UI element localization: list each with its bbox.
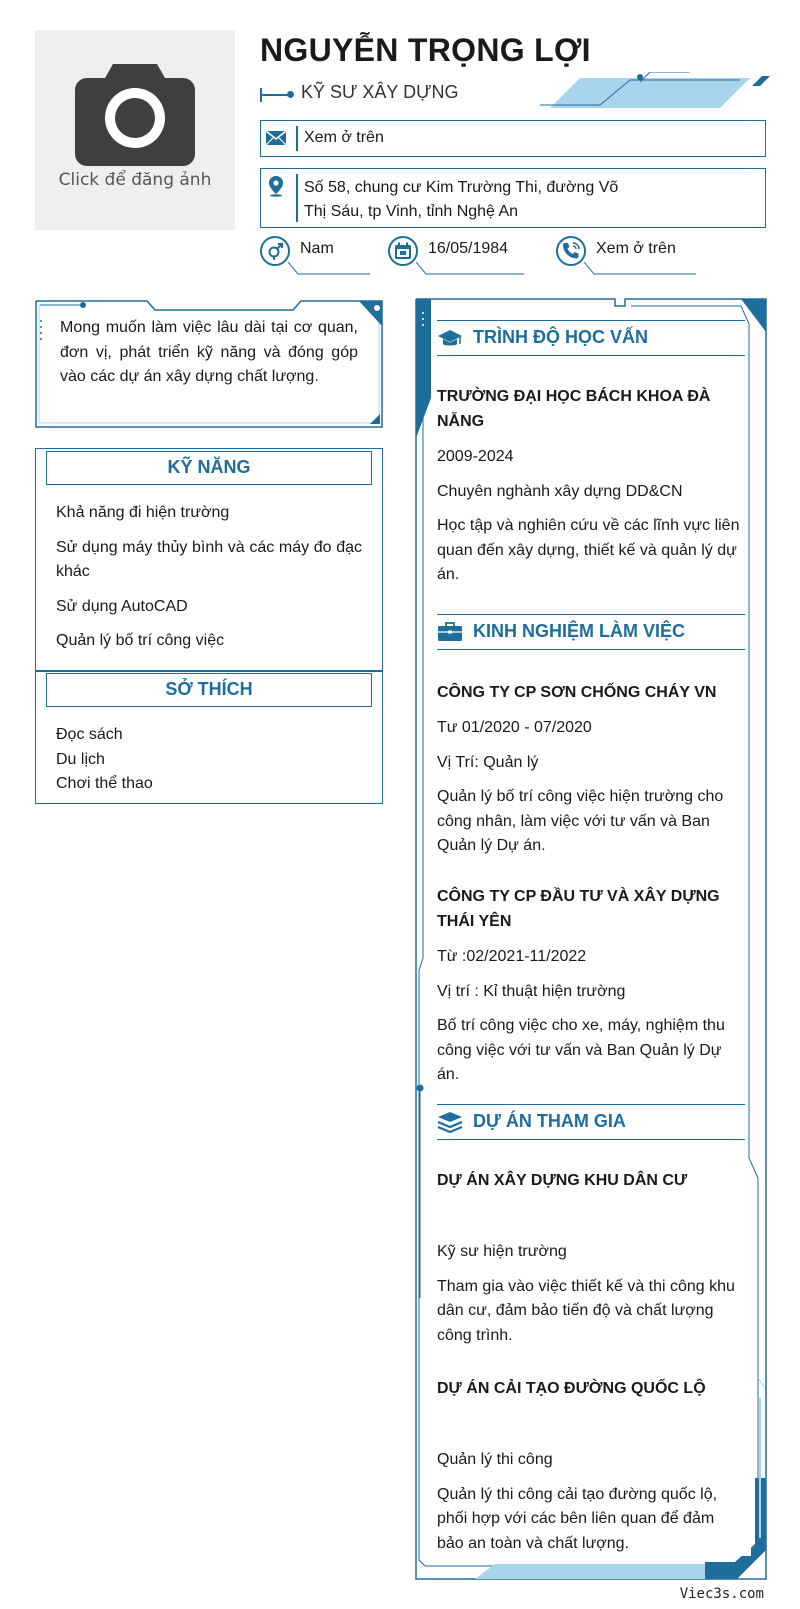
experience-title: KINH NGHIỆM LÀM VIỆC bbox=[473, 621, 686, 641]
address-value[interactable] bbox=[304, 176, 618, 224]
gender-icon bbox=[266, 242, 284, 260]
education-major: Chuyên nghành xây dựng DD&CN bbox=[437, 482, 683, 500]
photo-placeholder[interactable] bbox=[35, 30, 235, 230]
title-decor-line bbox=[260, 94, 290, 96]
experience-entry-2 bbox=[437, 884, 745, 1098]
project-spacer bbox=[437, 1204, 745, 1240]
job-description: Bố trí công việc cho xe, máy, nghiệm thu công việc với tư vấn và Ban Quản lý Dự án. bbox=[437, 1017, 725, 1083]
briefcase-icon bbox=[437, 621, 463, 643]
job-period: Tư 01/2020 - 07/2020 bbox=[437, 719, 592, 736]
project-spacer bbox=[437, 1412, 745, 1448]
location-pin-icon bbox=[265, 175, 287, 197]
skills-section bbox=[35, 448, 383, 672]
skills-title: KỸ NĂNG bbox=[46, 451, 372, 485]
layers-icon bbox=[437, 1111, 463, 1133]
projects-title: DỰ ÁN THAM GIA bbox=[473, 1111, 626, 1131]
education-title: TRÌNH ĐỘ HỌC VẤN bbox=[473, 327, 648, 347]
company-name: CÔNG TY CP SƠN CHỐNG CHÁY VN bbox=[437, 684, 717, 701]
skills-list bbox=[56, 501, 362, 664]
job-position: Vị Trí: Quản lý bbox=[437, 753, 539, 771]
candidate-name: NGUYỄN TRỌNG LỢI bbox=[260, 32, 591, 68]
project-name: DỰ ÁN CẢI TẠO ĐƯỜNG QUỐC LỘ bbox=[437, 1380, 706, 1397]
email-separator bbox=[296, 126, 298, 151]
skill-item: Sử dụng AutoCAD bbox=[56, 597, 188, 615]
birthday-value: 16/05/1984 bbox=[428, 240, 509, 257]
title-decor-dot bbox=[287, 91, 294, 98]
address-separator bbox=[296, 174, 298, 222]
email-value[interactable]: Xem ở trên bbox=[304, 129, 384, 146]
gender-icon-circle bbox=[260, 236, 290, 266]
phone-value[interactable]: Xem ở trên bbox=[596, 240, 676, 257]
objective-text: Mong muốn làm việc lâu dài tại cơ quan, đơn vị, phát triển kỹ năng và đóng góp vào các dự án xây dựng chất lượng. bbox=[60, 319, 358, 385]
skill-item: Sử dụng máy thủy bình và các máy đo đạc khác bbox=[56, 538, 362, 580]
birthday-info bbox=[388, 236, 523, 276]
calendar-icon bbox=[394, 242, 412, 260]
birthday-icon-circle bbox=[388, 236, 418, 266]
email-box bbox=[260, 120, 766, 157]
project-description: Tham gia vào việc thiết kế và thi công khu dân cư, đảm bảo tiến độ và chất lượng công trình. bbox=[437, 1277, 735, 1344]
education-header bbox=[437, 320, 745, 356]
projects-header bbox=[437, 1104, 745, 1140]
phone-icon bbox=[562, 242, 580, 260]
graduation-cap-icon bbox=[437, 327, 463, 349]
company-name: CÔNG TY CP ĐẦU TƯ VÀ XÂY DỰNG THÁI YÊN bbox=[437, 888, 720, 930]
project-description: Quản lý thi công cải tạo đường quốc lộ, phối hợp với các bên liên quan để đảm bảo an toàn và chất lượng. bbox=[437, 1485, 718, 1552]
header-decoration bbox=[540, 72, 770, 114]
photo-caption: Click để đăng ảnh bbox=[58, 170, 212, 190]
job-period: Từ :02/2021-11/2022 bbox=[437, 948, 587, 965]
hobbies-section bbox=[35, 670, 383, 804]
school-name: TRƯỜNG ĐẠI HỌC BÁCH KHOA ĐÀ NẴNG bbox=[437, 388, 711, 430]
camera-icon bbox=[75, 58, 195, 166]
education-period: 2009-2024 bbox=[437, 448, 514, 465]
birthday-underline bbox=[416, 262, 524, 276]
skill-item: Khả năng đi hiện trường bbox=[56, 504, 230, 521]
project-name: DỰ ÁN XÂY DỰNG KHU DÂN CƯ bbox=[437, 1172, 688, 1189]
envelope-icon bbox=[265, 127, 287, 149]
project-entry-1 bbox=[437, 1168, 745, 1358]
address-box bbox=[260, 168, 766, 228]
project-role: Quản lý thi công bbox=[437, 1451, 553, 1468]
phone-underline bbox=[584, 262, 696, 276]
job-position: Vị trí : Kỉ thuật hiện trường bbox=[437, 982, 626, 1000]
hobby-item: Chơi thể thao bbox=[56, 775, 153, 792]
gender-info bbox=[260, 236, 370, 276]
watermark: Viec3s.com bbox=[679, 1586, 764, 1602]
hobby-item: Đọc sách bbox=[56, 726, 123, 743]
project-entry-2 bbox=[437, 1376, 745, 1566]
address-line-1: Số 58, chung cư Kim Trường Thi, đường Võ bbox=[304, 179, 619, 196]
job-title: KỸ SƯ XÂY DỰNG bbox=[301, 82, 459, 102]
experience-header bbox=[437, 614, 745, 650]
experience-entry-1 bbox=[437, 680, 745, 869]
hobby-item: Du lịch bbox=[56, 750, 105, 768]
gender-underline bbox=[288, 262, 370, 276]
hobbies-list bbox=[56, 723, 362, 797]
hobbies-title: SỞ THÍCH bbox=[46, 673, 372, 707]
address-line-2: Thị Sáu, tp Vinh, tỉnh Nghệ An bbox=[304, 203, 519, 220]
phone-info bbox=[556, 236, 696, 276]
education-entry bbox=[437, 384, 745, 598]
gender-value: Nam bbox=[300, 240, 334, 257]
education-description: Học tập và nghiên cứu về các lĩnh vực liên quan đến xây dựng, thiết kế và quản lý dự án. bbox=[437, 517, 740, 583]
career-objective bbox=[35, 300, 383, 428]
skill-item: Quản lý bố trí công việc bbox=[56, 632, 225, 649]
phone-icon-circle bbox=[556, 236, 586, 266]
project-role: Kỹ sư hiện trường bbox=[437, 1243, 567, 1260]
job-description: Quản lý bố trí công việc hiện trường cho công nhân, làm việc với tư vấn và Ban Quản lý Dự án. bbox=[437, 788, 724, 854]
